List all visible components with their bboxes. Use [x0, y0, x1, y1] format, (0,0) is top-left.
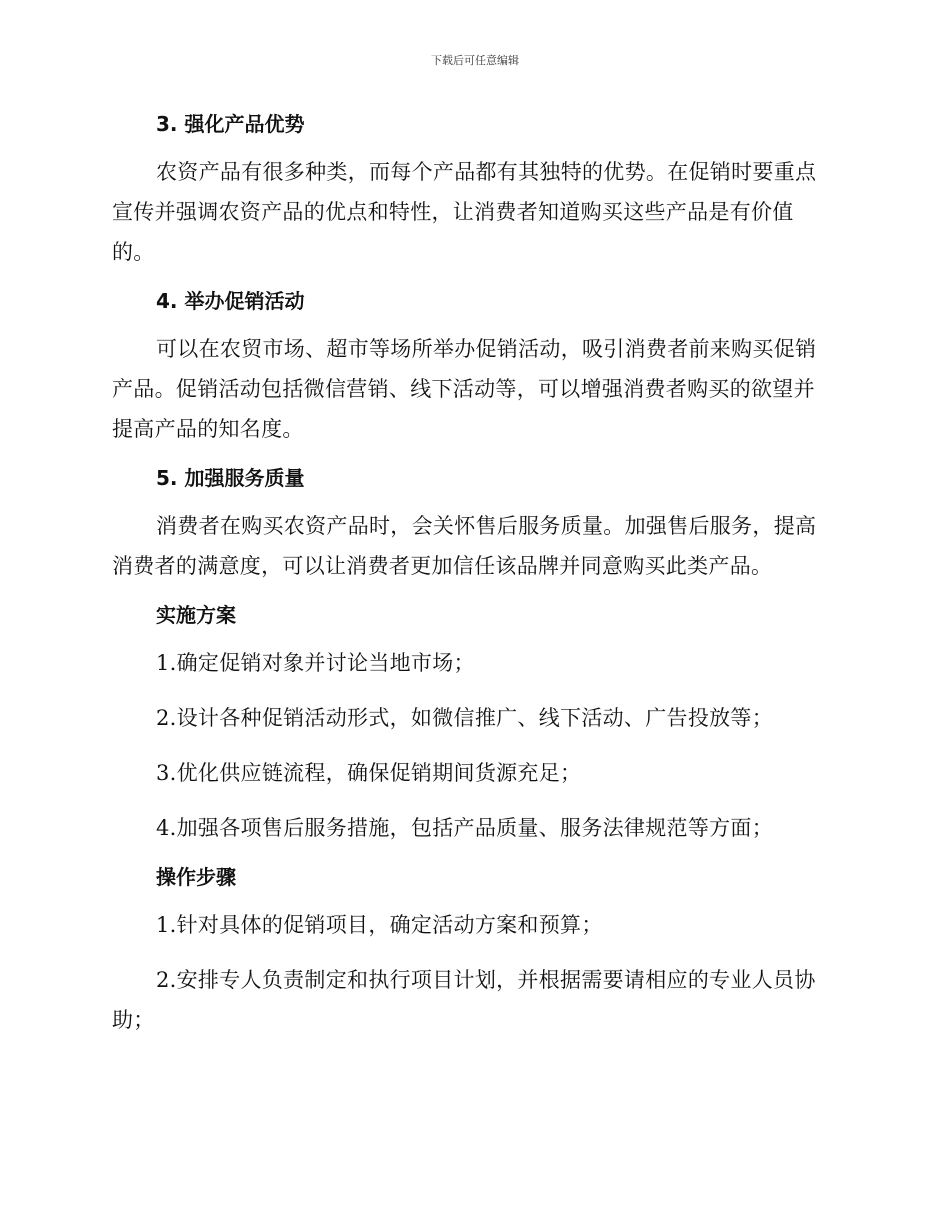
plan-list-item: 1.确定促销对象并讨论当地市场； — [156, 651, 475, 675]
section-heading-implementation-plan: 实施方案 — [156, 603, 236, 627]
plan-list-item: 4.加强各项售后服务措施，包括产品质量、服务法律规范等方面； — [156, 816, 774, 840]
section-heading-promotion-events: 4. 举办促销活动 — [156, 289, 305, 313]
section-paragraph-promotion-events: 可以在农贸市场、超市等场所举办促销活动，吸引消费者前来购买促销产品。促销活动包括微信营销、线下活动等，可以增强消费者购买的欲望并提高产品的知名度。 — [112, 337, 817, 441]
document-body — [112, 110, 836, 1040]
plan-list-item: 3.优化供应链流程，确保促销期间货源充足； — [156, 761, 582, 785]
section-heading-service-quality: 5. 加强服务质量 — [156, 466, 305, 490]
steps-list-item: 2.安排专人负责制定和执行项目计划，并根据需要请相应的专业人员协助； — [112, 968, 816, 1032]
page-header: 下载后可任意编辑 — [431, 54, 519, 67]
section-paragraph-strengthen-advantages: 农资产品有很多种类，而每个产品都有其独特的优势。在促销时要重点宣传并强调农资产品的优点和特性，让消费者知道购买这些产品是有价值的。 — [112, 160, 817, 264]
section-heading-operation-steps: 操作步骤 — [156, 865, 236, 889]
section-paragraph-service-quality: 消费者在购买农资产品时，会关怀售后服务质量。加强售后服务，提高消费者的满意度，可以让消费者更加信任该品牌并同意购买此类产品。 — [112, 514, 817, 578]
steps-list-item: 1.针对具体的促销项目，确定活动方案和预算； — [156, 913, 603, 937]
plan-list-item: 2.设计各种促销活动形式，如微信推广、线下活动、广告投放等； — [156, 706, 774, 730]
section-heading-strengthen-advantages: 3. 强化产品优势 — [156, 112, 305, 136]
